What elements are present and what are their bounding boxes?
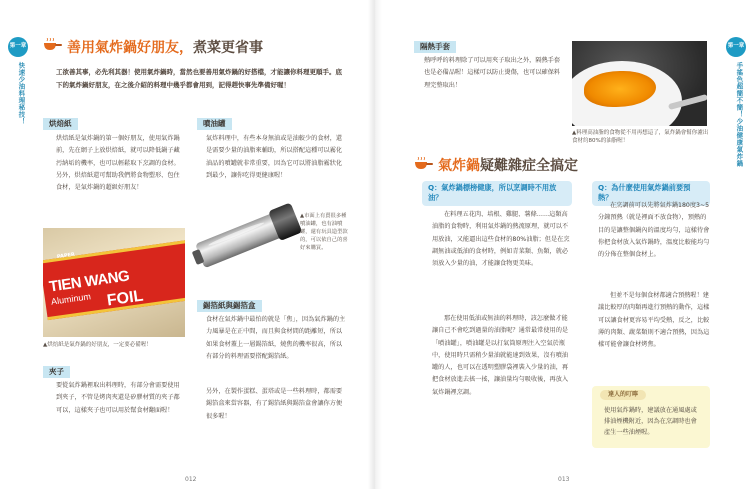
answer-1-paragraph-2: 那在使用低油或無油的料理時，該怎麼做才能讓自己不會吃到過量的油脂呢？通常最常使用的是「噴油罐」，噴油罐是以打氣筒原理注入空氣於瓶中，使用時只需稍少量油就能達到效果，沒有噴油罐的人，也可以在透明塑膠袋裡裝入少量的油，再把食材放進去搖一搖，讓油量均勻吸收後，再放入氣炸鍋裡烹調。 [432,315,569,396]
parchment-paper-photo [43,228,185,337]
brand-main-text: TIEN WANG [48,267,131,296]
answer-1-paragraph-1: 在料理五花肉、培根、雞腿、薯條……這類高油脂的食物時，利用氣炸鍋的熱流原理，就可以不用放油，又能逼出這些食材的80%油脂；但是在烹調無油或低油的食材時，例如青菜類、魚類，就必須放入少量的油，才能讓食物更美味。 [432,211,570,268]
side-label-left: 快速少油料理秘技！ [17,62,26,125]
chapter-badge-left: 第一章 [8,37,28,57]
paper-caption: ▲烘焙紙是氣炸鍋的好朋友，一定要必備喔！ [43,342,152,348]
oil-drained-photo [572,41,707,126]
book-gutter [368,0,382,489]
question-1: Q：氣炸鍋標榜健康，所以烹調時不用放油？ [422,181,572,206]
tip-memo-tag: 達人的叮嚀 [600,390,646,400]
tongs-body: 要從氣炸鍋裡取出料理時，有部分會需要使用到夾子，不管是烤肉夾還是矽膠材質的夾子都可以，這樣夾子也可以用於幫食材翻面喔！ [56,382,180,414]
brand-top-text: PAPER [56,251,76,261]
frying-pan-icon [43,38,63,52]
page-title-right: 氣炸鍋疑難雜症全搞定 [438,158,578,174]
foil-body-2: 另外，在製作蛋糕、蛋塔或是一些料理時，都需要錫箔盒來當容器，有了錫箔紙與錫箔盒會讓你方便很多喔！ [206,388,343,420]
subheading-paper: 烘焙紙 [43,118,78,130]
foil-body-1: 食材在氣炸鍋中最怕的就是「焦」，因為氣炸鍋的主力風暴是在正中間，而且與食材間的距離短，所以如果食材蓋上一層錫箔紙，燒焦的機率很高，所以有部分的料理需要搭配錫箔紙。 [206,316,346,360]
question-2: Q：為什麼使用氣炸鍋前要預熱？ [592,181,710,206]
brand-foil-text: FOIL [105,287,145,310]
brand-sub-text: Aluminum [50,291,92,307]
frying-pan-icon [414,157,434,171]
intro-paragraph: 工欲善其事，必先利其器！使用氣炸鍋時，當然也要善用氣炸鍋的好搭檔，才能讓你料理更順手。底下的氣炸鍋好朋友，在之後介紹的料理中幾乎都會用到，記得趕快事先準備好喔！ [56,68,342,89]
subheading-foil: 錫箔紙與錫箔盒 [197,300,262,312]
page-number-left: 012 [185,476,197,483]
paper-body: 烘焙紙是氣炸鍋的第一個好朋友，使用氣炸鍋前，先在網子上放烘焙紙，就可以降低鍋子藏污納垢的機率，也可以輕鬆取下烹調的食材。另外，烘焙紙還可幫助我們將食物塑形、包住食材，是氣炸鍋的超級好朋友！ [56,135,180,192]
page-title-left: 善用氣炸鍋好朋友，煮菜更省事 [67,40,263,56]
oil-sprayer-photo [190,191,312,278]
tip-memo-text: 使用氣炸鍋時，建議放在通風處或排油煙機附近，因為在烹調時也會產生一些油煙喔。 [604,407,697,436]
oil-photo-caption: ▲料理高油脂的食物從不用再想這了，氣炸鍋會幫你濾出食材約80%的油脂喔！ [572,130,709,145]
gloves-body: 熱呼呼的料理除了可以用夾子取出之外，隔熱手套也是必備品喔！這樣可以防止燙傷，也可以確保料理完整取出！ [424,57,561,89]
page-number-right: 013 [558,476,570,483]
answer-2-paragraph-2: 但並不是每個食材都適合預熱喔！建議比較厚的肉類再進行預熱的動作，這樣可以讓食材更容易平均受熱，反之，比較薄的肉類、蔬菜類則不適合預熱，因為這樣可能會讓食材烤焦。 [598,292,710,349]
side-label-right: 手搖色超簡不簡！少油健康氣炸鍋 [735,62,744,167]
sprayer-caption: ▲市面上有賣很多種噴油罐，也有油噴罐，還有玩具造型款的，可以依自己的喜好來購買。 [300,213,348,251]
sprayer-body: 氣炸料理中，有些本身無油或是油較少的食材，還是需要少量的油脂來輔助，所以搭配這種可以霧化油品的噴罐就非常重要，因為它可以將油脂霧狀化到最少，讓你吃得更健康喔！ [206,135,343,179]
subheading-sprayer: 噴油罐 [197,118,232,130]
answer-2-paragraph-1: 在烹調前可以先將氣炸鍋180度3~5分鐘預熱（就是裡面不放食物），預熱的目的是讓整個鍋內的溫度均勻，這樣待會你把食材放入氣炸鍋時，溫度比較能均勻的分佈在整個食材上。 [598,202,710,259]
chapter-badge-right: 第一章 [726,37,746,57]
subheading-gloves: 隔熱手套 [414,41,456,53]
subheading-tongs: 夾子 [43,366,70,378]
